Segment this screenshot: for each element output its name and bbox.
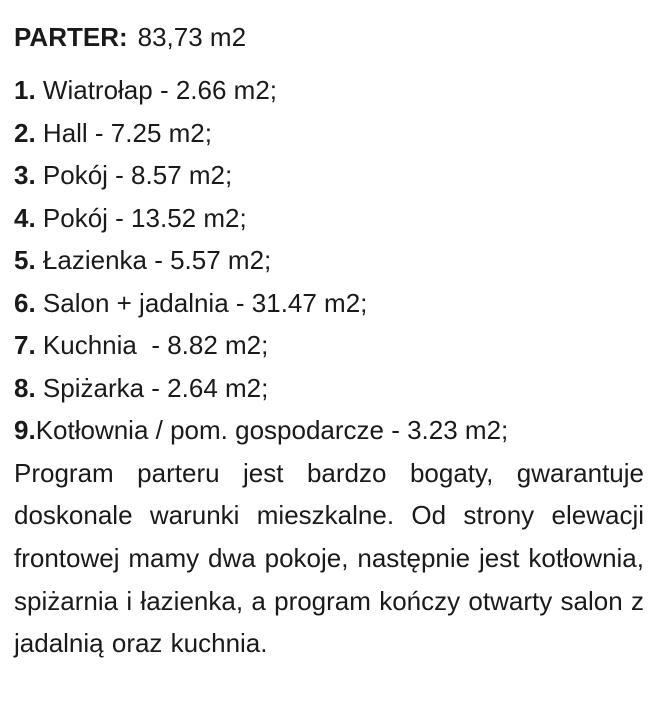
room-text: Łazienka - 5.57 m2; (35, 245, 272, 275)
floor-area: 83,73 m2 (137, 22, 247, 52)
room-number: 1. (14, 75, 36, 105)
room-item (14, 154, 644, 197)
room-item (14, 324, 644, 367)
room-text: Wiatrołap - 2.66 m2; (35, 75, 277, 105)
document-body (14, 19, 644, 665)
room-text: Spiżarka - 2.64 m2; (35, 372, 269, 403)
room-text: Salon + jadalnia - 31.47 m2; (35, 287, 368, 318)
description-paragraph: Program parteru jest bardzo bogaty, gwarantuje doskonale warunki mieszkalne. Od strony elewacji frontowej mamy dwa pokoje, następnie jest kotłownia, spiżarnia i łazienka, a program kończy otwarty salon z jadalnią oraz kuchnia. (14, 457, 644, 659)
room-item (14, 409, 644, 452)
room-number: 5. (14, 245, 36, 275)
room-item (14, 282, 644, 325)
room-text: Kotłownia / pom. gospodarcze - 3.23 m2; (35, 415, 509, 445)
room-number: 7. (14, 330, 36, 360)
room-number: 6. (14, 287, 36, 318)
floor-heading (14, 19, 644, 55)
room-item (14, 239, 644, 282)
room-number: 2. (14, 117, 36, 148)
room-item (14, 112, 644, 155)
room-text: Pokój - 8.57 m2; (35, 160, 233, 190)
room-list (14, 69, 644, 452)
room-number: 3. (14, 160, 36, 190)
room-item (14, 197, 644, 240)
room-item (14, 69, 644, 112)
floor-label: PARTER: (14, 22, 128, 52)
room-text: Pokój - 13.52 m2; (35, 202, 247, 233)
room-number: 8. (14, 372, 36, 403)
room-text: Kuchnia - 8.82 m2; (35, 330, 269, 360)
room-item (14, 367, 644, 410)
room-text: Hall - 7.25 m2; (35, 117, 212, 148)
room-number: 9. (14, 415, 36, 445)
room-number: 4. (14, 202, 36, 233)
